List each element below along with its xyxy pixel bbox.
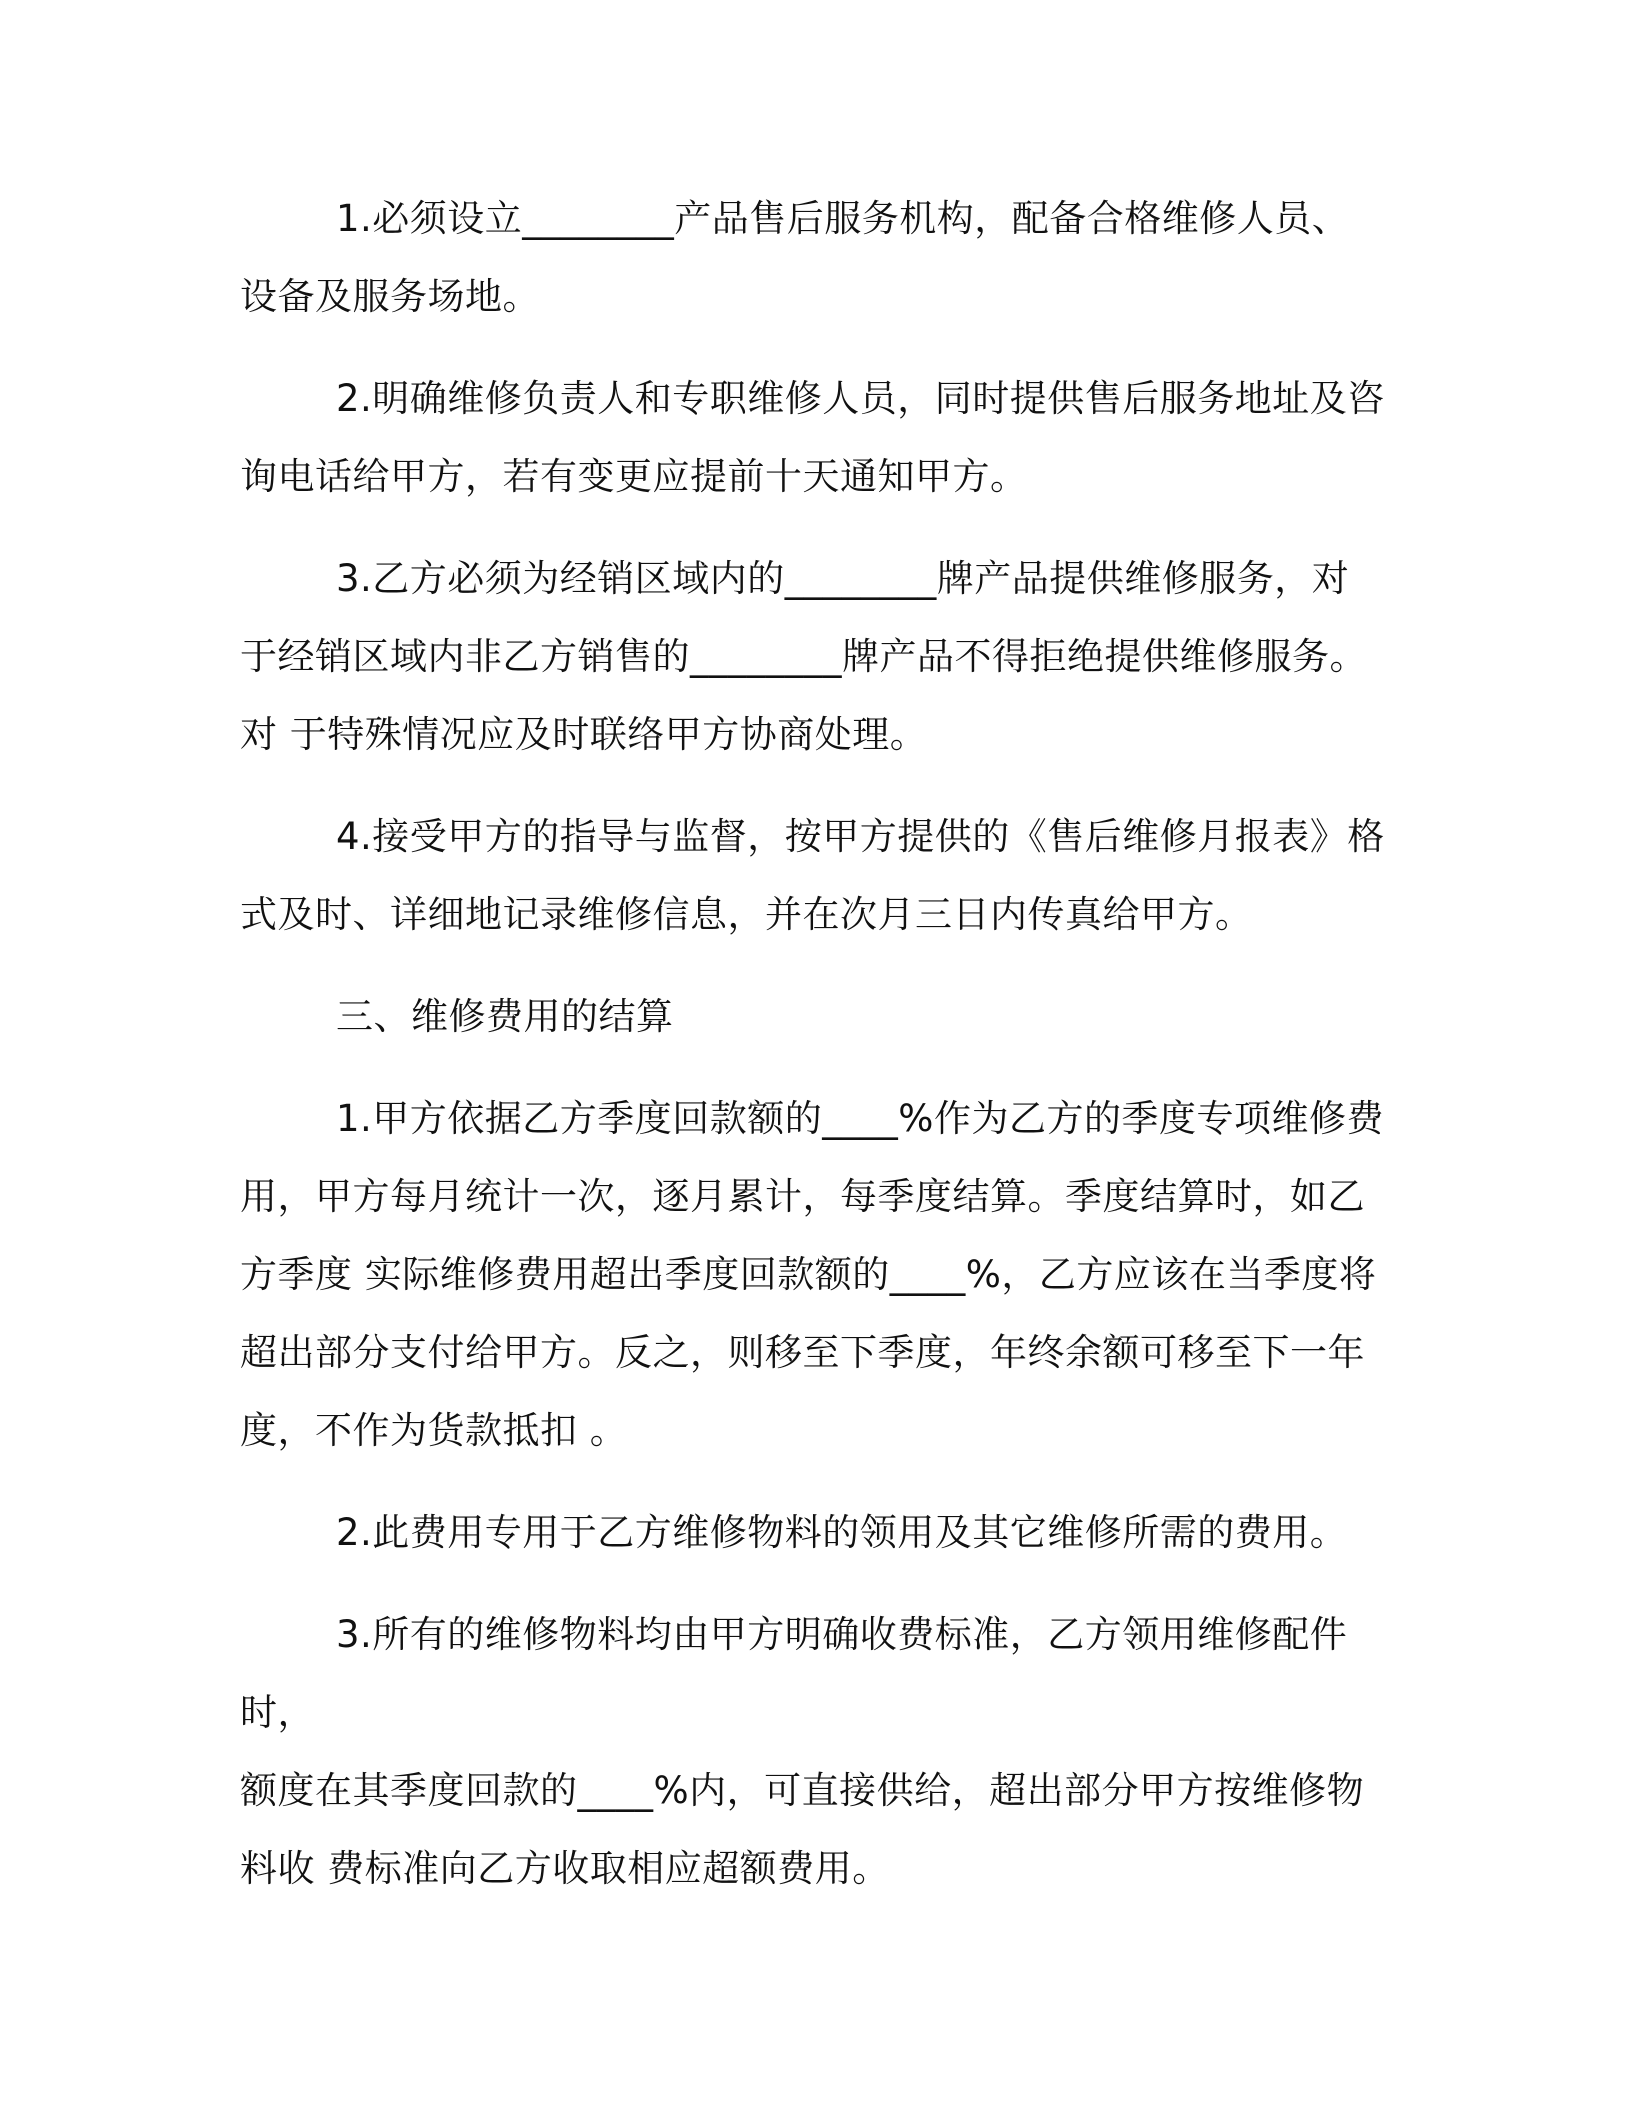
- paragraph-line: 料收 费标准向乙方收取相应超额费用。: [240, 1847, 890, 1890]
- paragraph-4: [240, 798, 1400, 954]
- paragraph-line: 对 于特殊情况应及时联络甲方协商处理。: [240, 713, 928, 756]
- paragraph-line: 用，甲方每月统计一次，逐月累计，每季度结算。季度结算时，如乙: [240, 1175, 1365, 1218]
- paragraph-line: 额度在其季度回款的____%内，可直接供给，超出部分甲方按维修物: [240, 1769, 1365, 1812]
- document-body: [240, 180, 1400, 1932]
- paragraph-line: 1.必须设立________产品售后服务机构，配备合格维修人员、: [336, 197, 1350, 240]
- paragraph-line: 询电话给甲方，若有变更应提前十天通知甲方。: [240, 455, 1028, 498]
- paragraph-line: 2.明确维修负责人和专职维修人员，同时提供售后服务地址及咨: [336, 377, 1385, 420]
- section-heading: 三、维修费用的结算: [336, 995, 674, 1038]
- paragraph-line: 设备及服务场地。: [240, 275, 540, 318]
- paragraph-5: [240, 1080, 1400, 1470]
- paragraph-line: 1.甲方依据乙方季度回款额的____%作为乙方的季度专项维修费: [336, 1097, 1384, 1140]
- paragraph-1: [240, 180, 1400, 336]
- paragraph-line: 3.乙方必须为经销区域内的________牌产品提供维修服务，对: [336, 557, 1350, 600]
- paragraph-line: 式及时、详细地记录维修信息，并在次月三日内传真给甲方。: [240, 893, 1253, 936]
- paragraph-line: 4.接受甲方的指导与监督，按甲方提供的《售后维修月报表》格: [336, 815, 1385, 858]
- paragraph-3: [240, 540, 1400, 774]
- paragraph-line: 于经销区域内非乙方销售的________牌产品不得拒绝提供维修服务。: [240, 635, 1367, 678]
- paragraph-line: 方季度 实际维修费用超出季度回款额的____%，乙方应该在当季度将: [240, 1253, 1377, 1296]
- paragraph-7: [240, 1596, 1400, 1908]
- paragraph-line: 度，不作为货款抵扣 。: [240, 1409, 628, 1452]
- paragraph-line: 3.所有的维修物料均由甲方明确收费标准，乙方领用维修配件时，: [240, 1613, 1348, 1734]
- paragraph-line: 超出部分支付给甲方。反之，则移至下季度，年终余额可移至下一年: [240, 1331, 1365, 1374]
- paragraph-line: 2.此费用专用于乙方维修物料的领用及其它维修所需的费用。: [336, 1511, 1348, 1554]
- paragraph-6: [240, 1494, 1400, 1572]
- paragraph-2: [240, 360, 1400, 516]
